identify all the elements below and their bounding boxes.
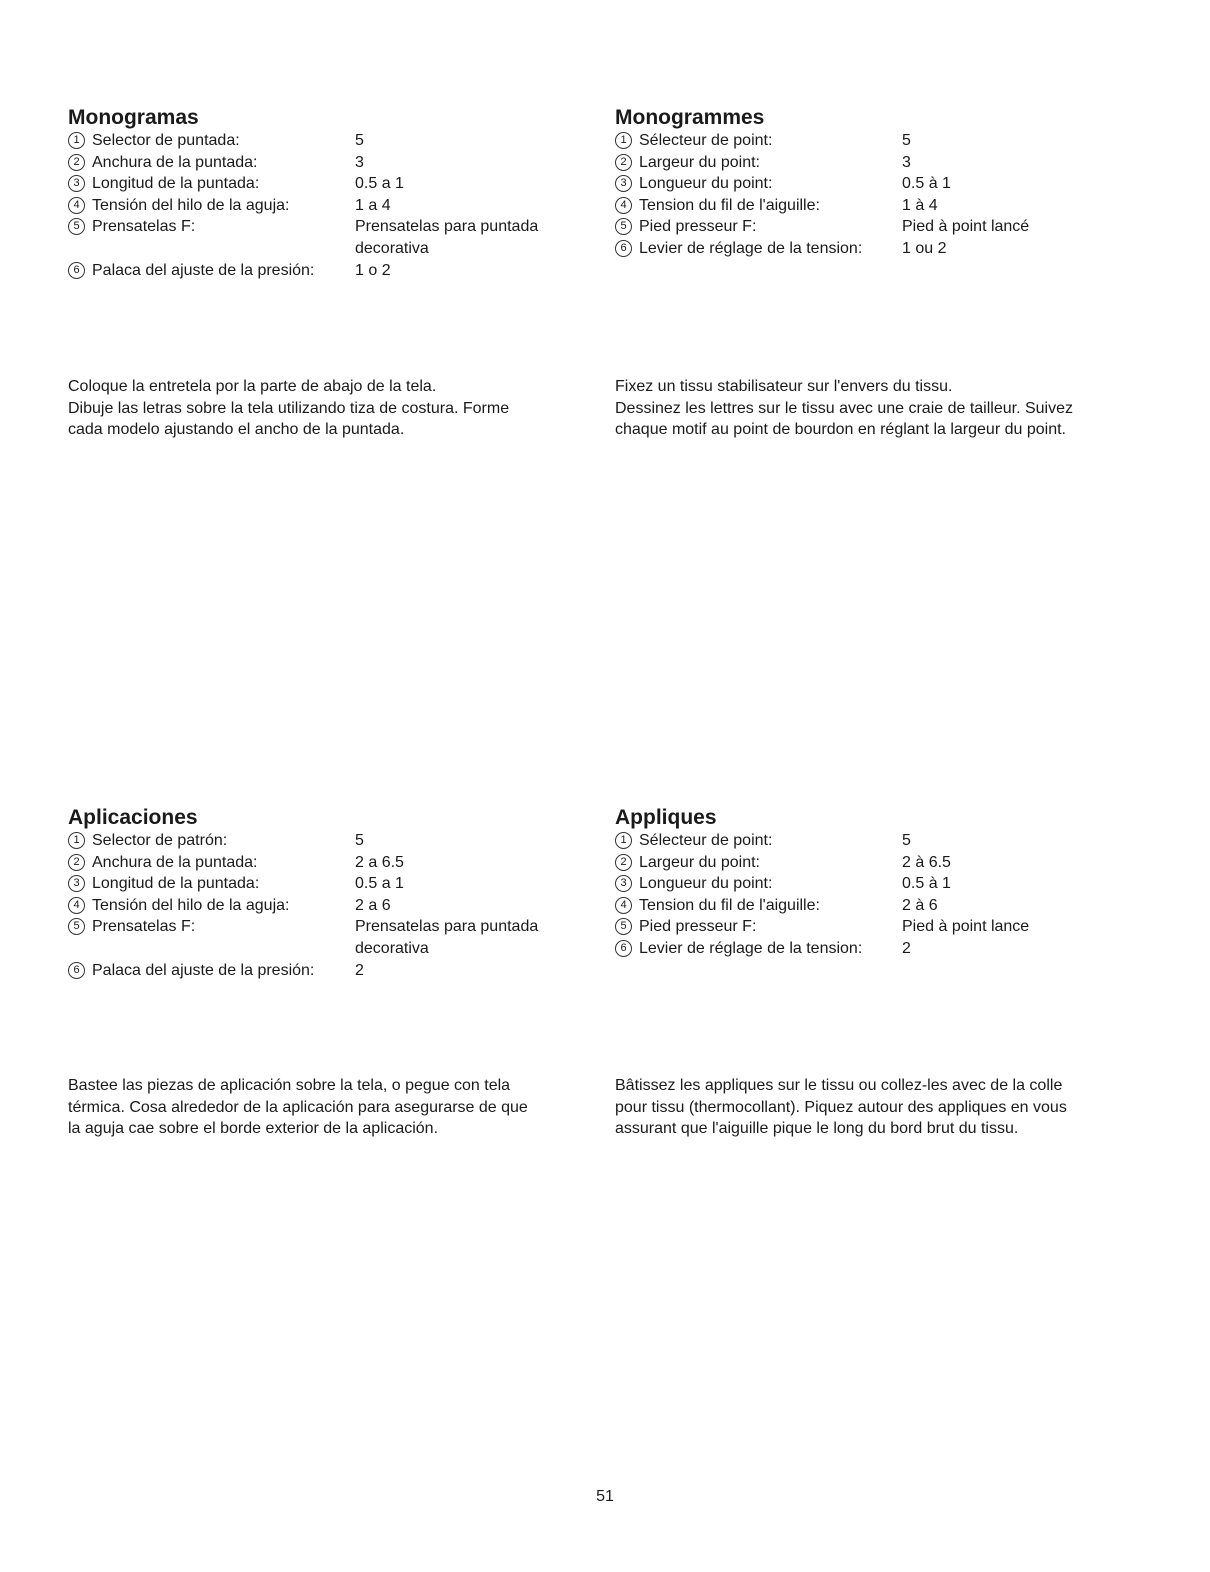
paragraph-line: Fixez un tissu stabilisateur sur l'envers du tissu.: [615, 378, 953, 395]
setting-row: [615, 216, 1135, 238]
setting-value: 5: [355, 132, 364, 149]
section-title: Aplicaciones: [68, 806, 198, 829]
setting-row: [615, 152, 1135, 174]
section-monogrammes: [615, 106, 1135, 260]
setting-value: 2 a 6.5: [355, 853, 404, 871]
circled-number: 4: [68, 197, 85, 214]
circled-number: 5: [68, 918, 85, 935]
circled-number: 3: [68, 175, 85, 192]
settings-list: [68, 130, 588, 281]
setting-value-continuation: decorativa: [355, 239, 429, 257]
setting-value: Prensatelas para puntada: [355, 918, 539, 936]
circled-number: 2: [615, 854, 632, 871]
setting-row: [68, 830, 588, 852]
section-title: Monogrammes: [615, 106, 765, 129]
setting-row: [615, 895, 1135, 917]
circled-number: 5: [615, 218, 632, 235]
circled-number: 6: [615, 240, 632, 257]
settings-list: [615, 130, 1135, 260]
setting-label: Prensatelas F:: [92, 918, 196, 936]
setting-value: 0.5 à 1: [902, 175, 951, 193]
setting-value-continuation: decorativa: [355, 939, 429, 957]
paragraph-line: la aguja cae sobre el borde exterior de la aplicación.: [68, 1120, 439, 1138]
setting-label: Selector de puntada:: [92, 132, 240, 149]
setting-value: Prensatelas para puntada: [355, 218, 539, 236]
setting-value: 5: [355, 832, 364, 849]
setting-label: Levier de réglage de la tension:: [639, 239, 863, 257]
setting-value: 0.5 a 1: [355, 875, 404, 893]
setting-label: Anchura de la puntada:: [92, 853, 258, 871]
paragraph-line: Dessinez les lettres sur le tissu avec une craie de tailleur. Suivez: [615, 399, 1073, 417]
setting-value: 5: [902, 832, 911, 849]
circled-number: 2: [68, 154, 85, 171]
setting-label: Largeur du point:: [639, 153, 760, 171]
setting-row: [68, 873, 588, 895]
setting-value: 3: [902, 153, 911, 171]
setting-label: Prensatelas F:: [92, 218, 196, 236]
setting-label: Pied presseur F:: [639, 218, 757, 236]
setting-row: [68, 895, 588, 917]
section-title: Appliques: [615, 806, 717, 829]
circled-number: 6: [615, 940, 632, 957]
setting-label: Palaca del ajuste de la presión:: [92, 261, 315, 279]
setting-row: [615, 238, 1135, 260]
paragraph-line: pour tissu (thermocollant). Piquez autour des appliques en vous: [615, 1098, 1067, 1116]
setting-value: Pied à point lancé: [902, 218, 1030, 236]
setting-value: 2: [902, 939, 911, 957]
setting-row: [615, 938, 1135, 960]
settings-list: [615, 830, 1135, 960]
setting-label: Longitud de la puntada:: [92, 875, 260, 893]
setting-label: Longueur du point:: [639, 175, 773, 193]
setting-row: [68, 960, 588, 982]
paragraph-line: Dibuje las letras sobre la tela utilizando tiza de costura. Forme: [68, 399, 510, 417]
circled-number: 1: [68, 832, 85, 849]
circled-number: 1: [68, 132, 85, 149]
setting-label: Pied presseur F:: [639, 918, 757, 936]
setting-row-continuation: [68, 938, 588, 960]
paragraph-line: Bastee las piezas de aplicación sobre la tela, o pegue con tela: [68, 1077, 511, 1094]
setting-label: Palaca del ajuste de la presión:: [92, 961, 315, 979]
setting-row: [68, 173, 588, 195]
setting-label: Tensión del hilo de la aguja:: [92, 896, 290, 914]
circled-number: 3: [68, 875, 85, 892]
setting-row: [615, 195, 1135, 217]
paragraph-line: chaque motif au point de bourdon en réglant la largeur du point.: [615, 421, 1066, 439]
setting-value: 3: [355, 153, 364, 171]
setting-row: [68, 130, 588, 152]
paragraph-line: Coloque la entretela por la parte de abajo de la tela.: [68, 378, 437, 395]
setting-label: Sélecteur de point:: [639, 132, 773, 149]
circled-number: 5: [615, 918, 632, 935]
setting-label: Sélecteur de point:: [639, 832, 773, 849]
settings-list: [68, 830, 588, 981]
setting-label: Tension du fil de l'aiguille:: [639, 896, 820, 914]
setting-value: 2: [355, 961, 364, 979]
section-appliques: [615, 806, 1135, 960]
setting-row: [615, 852, 1135, 874]
paragraph-line: Bâtissez les appliques sur le tissu ou collez-les avec de la colle: [615, 1077, 1063, 1094]
circled-number: 3: [615, 875, 632, 892]
setting-row: [68, 852, 588, 874]
circled-number: 4: [68, 897, 85, 914]
circled-number: 5: [68, 218, 85, 235]
setting-label: Largeur du point:: [639, 853, 760, 871]
circled-number: 4: [615, 197, 632, 214]
circled-number: 6: [68, 262, 85, 279]
setting-value: 2 a 6: [355, 896, 391, 914]
instructions-aplicaciones: [68, 1075, 608, 1140]
setting-value: 1 a 4: [355, 196, 391, 214]
setting-row: [615, 130, 1135, 152]
section-monogramas: [68, 106, 588, 281]
instructions-monogramas: [68, 376, 608, 441]
setting-label: Longitud de la puntada:: [92, 175, 260, 193]
setting-row: [68, 216, 588, 238]
setting-row: [615, 830, 1135, 852]
circled-number: 4: [615, 897, 632, 914]
section-title: Monogramas: [68, 106, 199, 129]
setting-value: 0.5 a 1: [355, 175, 404, 193]
instructions-appliques: [615, 1075, 1155, 1140]
setting-row: [68, 152, 588, 174]
paragraph-line: cada modelo ajustando el ancho de la puntada.: [68, 421, 405, 439]
circled-number: 2: [68, 854, 85, 871]
setting-label: Selector de patrón:: [92, 832, 228, 849]
setting-row-continuation: [68, 238, 588, 260]
setting-value: 2 à 6: [902, 896, 938, 914]
circled-number: 1: [615, 832, 632, 849]
paragraph-line: assurant que l'aiguille pique le long du bord brut du tissu.: [615, 1120, 1019, 1138]
setting-value: 1 à 4: [902, 196, 938, 214]
section-aplicaciones: [68, 806, 588, 981]
circled-number: 6: [68, 962, 85, 979]
setting-row: [615, 173, 1135, 195]
setting-label: Tensión del hilo de la aguja:: [92, 196, 290, 214]
setting-row: [68, 195, 588, 217]
setting-label: Longueur du point:: [639, 875, 773, 893]
setting-value: 5: [902, 132, 911, 149]
setting-label: Levier de réglage de la tension:: [639, 939, 863, 957]
page-number: 51: [596, 1488, 614, 1505]
setting-row: [68, 260, 588, 282]
setting-row: [68, 916, 588, 938]
setting-value: 0.5 à 1: [902, 875, 951, 893]
paragraph-line: térmica. Cosa alrededor de la aplicación para asegurarse de que: [68, 1098, 528, 1116]
setting-value: 1 ou 2: [902, 239, 947, 257]
setting-label: Tension du fil de l'aiguille:: [639, 196, 820, 214]
setting-value: 2 à 6.5: [902, 853, 951, 871]
setting-label: Anchura de la puntada:: [92, 153, 258, 171]
instructions-monogrammes: [615, 376, 1155, 441]
circled-number: 3: [615, 175, 632, 192]
circled-number: 1: [615, 132, 632, 149]
setting-value: 1 o 2: [355, 261, 391, 279]
setting-row: [615, 873, 1135, 895]
circled-number: 2: [615, 154, 632, 171]
setting-row: [615, 916, 1135, 938]
setting-value: Pied à point lance: [902, 918, 1030, 936]
